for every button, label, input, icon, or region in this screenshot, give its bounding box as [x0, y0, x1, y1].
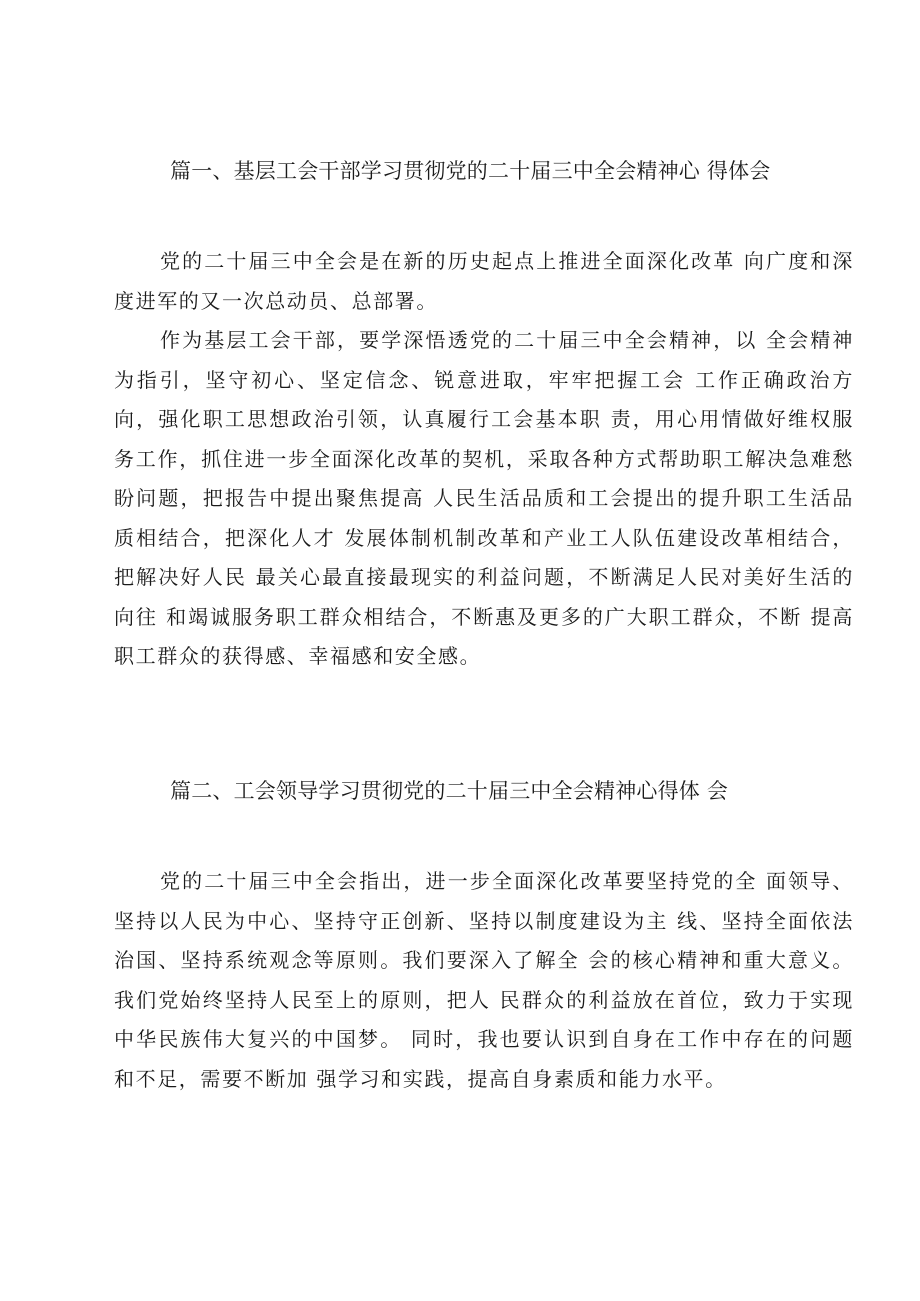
section-2-body	[114, 862, 854, 1099]
section-1-body	[114, 242, 854, 677]
section-1-paragraph-2: 作为基层工会干部，要学深悟透党的二十届三中全会精神，以 全会精神为指引，坚守初心、坚定信念、锐意进取，牢牢把握工会 工作正确政治方向，强化职工思想政治引领，认真履行工会基本职 责，用心用情做好维权服务工作，抓住进一步全面深化改革的契机，采取各种方式帮助职工解决急难愁盼问题，把报告中提出聚焦提高 人民生活品质和工会提出的提升职工生活品质相结合，把深化人才 发展体制机制改革和产业工人队伍建设改革相结合，把解决好人民 最关心最直接最现实的利益问题，不断满足人民对美好生活的向往 和竭诚服务职工群众相结合，不断惠及更多的广大职工群众，不断 提高职工群众的获得感、幸福感和安全感。	[114, 328, 854, 668]
section-2-title: 篇二、工会领导学习贯彻党的二十届三中全会精神心得体 会	[170, 779, 729, 803]
section-1-title: 篇一、基层工会干部学习贯彻党的二十届三中全会精神心 得体会	[170, 159, 771, 183]
section-2-paragraph-1: 党的二十届三中全会指出，进一步全面深化改革要坚持党的全 面领导、坚持以人民为中心、坚持守正创新、坚持以制度建设为主 线、坚持全面依法治国、坚持系统观念等原则。我们要深入了解全 会的核心精神和重大意义。我们党始终坚持人民至上的原则，把人 民群众的利益放在首位，致力于实现中华民族伟大复兴的中国梦。 同时，我也要认识到自身在工作中存在的问题和不足，需要不断加 强学习和实践，提高自身素质和能力水平。	[114, 869, 854, 1091]
section-1-paragraph-1: 党的二十届三中全会是在新的历史起点上推进全面深化改革 向广度和深度进军的又一次总动员、总部署。	[114, 249, 854, 313]
